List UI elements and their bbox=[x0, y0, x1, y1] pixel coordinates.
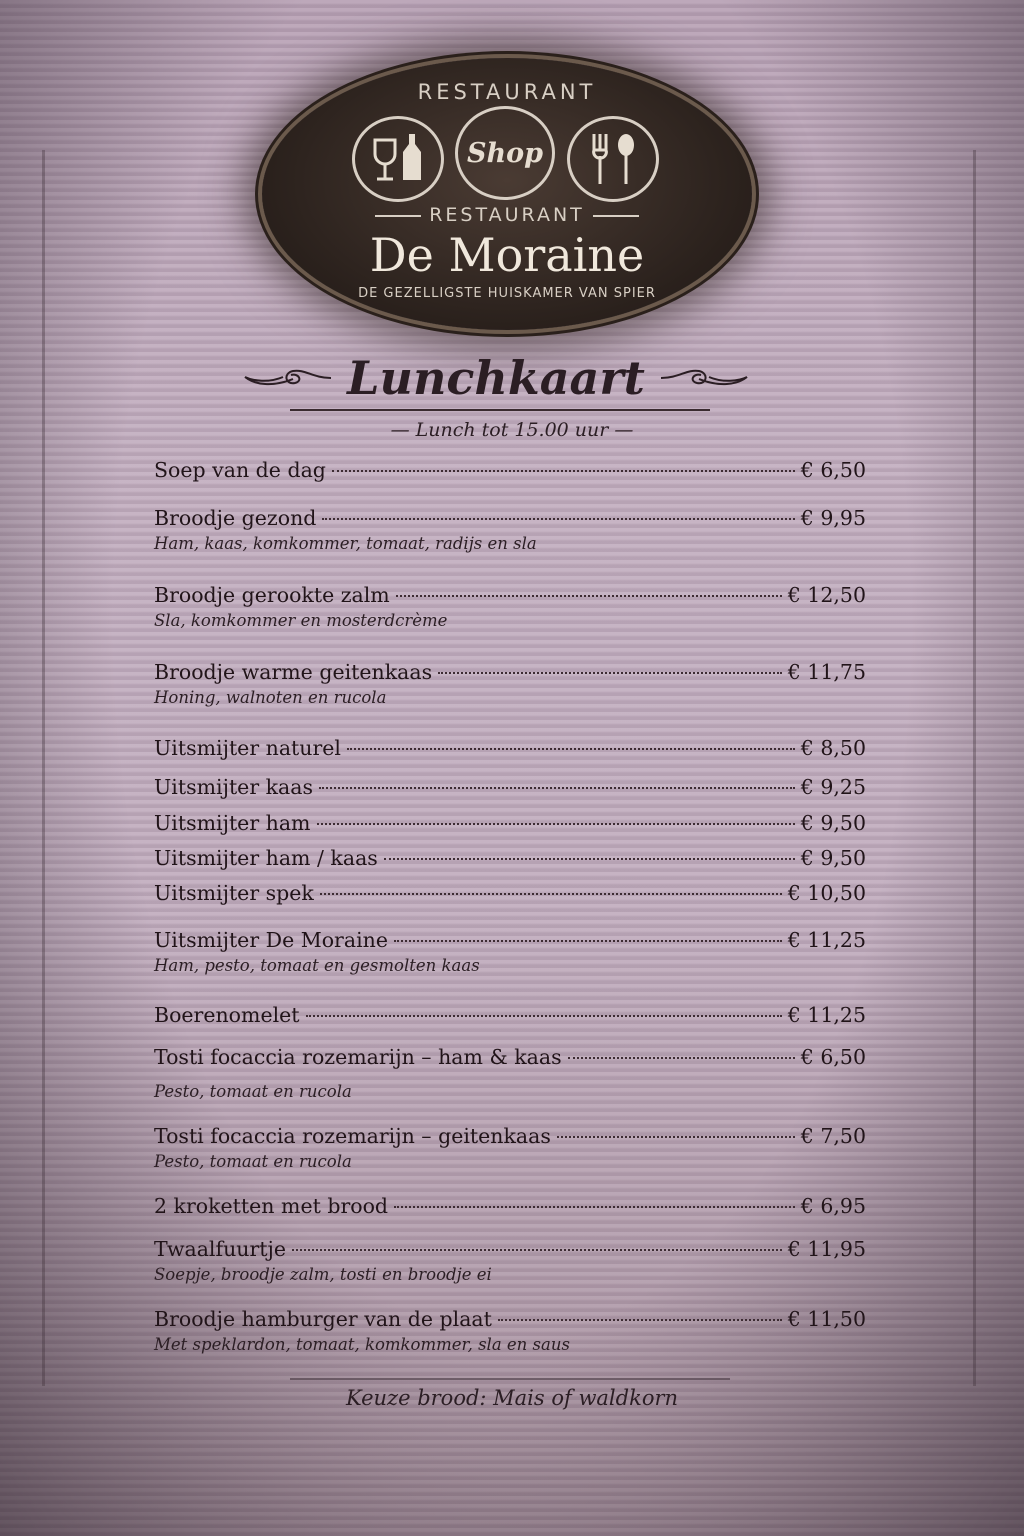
item-description: Ham, pesto, tomaat en gesmolten kaas bbox=[154, 956, 480, 975]
restaurant-logo bbox=[262, 58, 752, 330]
item-price: € 11,25 bbox=[787, 1003, 866, 1027]
flourish-left-icon bbox=[243, 365, 333, 391]
logo-tagline: DE GEZELLIGSTE HUISKAMER VAN SPIER bbox=[358, 286, 656, 301]
item-price: € 9,25 bbox=[800, 775, 866, 799]
menu-item bbox=[154, 735, 866, 761]
dot-leader bbox=[320, 893, 782, 895]
menu-item bbox=[154, 774, 866, 800]
dot-leader bbox=[394, 1206, 795, 1208]
logo-sub-text: RESTAURANT bbox=[429, 204, 585, 226]
bread-choice-note: Keuze brood: Mais of waldkorn bbox=[345, 1386, 679, 1410]
item-price: € 6,50 bbox=[800, 1045, 866, 1069]
dot-leader bbox=[384, 858, 795, 860]
item-name: Uitsmijter ham bbox=[154, 811, 311, 835]
item-price: € 9,50 bbox=[800, 811, 866, 835]
item-price: € 9,95 bbox=[800, 506, 866, 530]
dot-leader bbox=[438, 672, 782, 674]
fork-spoon-icon bbox=[567, 116, 659, 202]
menu-item bbox=[154, 1044, 866, 1102]
menu-item bbox=[154, 1193, 866, 1219]
item-price: € 9,50 bbox=[800, 846, 866, 870]
wine-glass-bottle-icon bbox=[352, 116, 444, 202]
item-description: Ham, kaas, komkommer, tomaat, radijs en sla bbox=[154, 534, 537, 553]
frame-line-left bbox=[42, 150, 45, 1386]
item-name: Soep van de dag bbox=[154, 458, 326, 482]
page-title: Lunchkaart bbox=[347, 351, 645, 405]
dot-leader bbox=[347, 748, 795, 750]
item-name: Boerenomelet bbox=[154, 1003, 300, 1027]
dot-leader bbox=[317, 823, 795, 825]
menu-item bbox=[154, 810, 866, 836]
item-description: Pesto, tomaat en rucola bbox=[154, 1082, 352, 1101]
item-name: Broodje hamburger van de plaat bbox=[154, 1307, 492, 1331]
menu-item bbox=[154, 845, 866, 871]
logo-top-text: RESTAURANT bbox=[417, 80, 597, 104]
item-price: € 12,50 bbox=[787, 583, 866, 607]
menu-item bbox=[154, 659, 866, 708]
item-price: € 11,95 bbox=[787, 1237, 866, 1261]
menu-item bbox=[154, 582, 866, 631]
item-name: Tosti focaccia rozemarijn – geitenkaas bbox=[154, 1124, 551, 1148]
logo-sub bbox=[262, 204, 752, 226]
menu-item bbox=[154, 1306, 866, 1355]
item-price: € 7,50 bbox=[800, 1124, 866, 1148]
menu-item bbox=[154, 1002, 866, 1028]
item-name: Uitsmijter ham / kaas bbox=[154, 846, 378, 870]
bottom-rule bbox=[290, 1378, 730, 1380]
menu-item bbox=[154, 457, 866, 483]
item-price: € 11,75 bbox=[787, 660, 866, 684]
item-name: Tosti focaccia rozemarijn – ham & kaas bbox=[154, 1045, 562, 1069]
page-subtitle: — Lunch tot 15.00 uur — bbox=[390, 419, 634, 441]
item-name: Broodje gerookte zalm bbox=[154, 583, 390, 607]
logo-name: De Moraine bbox=[369, 228, 645, 282]
menu-item bbox=[154, 880, 866, 906]
dot-leader bbox=[319, 787, 795, 789]
item-price: € 8,50 bbox=[800, 736, 866, 760]
dot-leader bbox=[332, 470, 795, 472]
dot-leader bbox=[568, 1057, 795, 1059]
item-name: Uitsmijter naturel bbox=[154, 736, 341, 760]
item-price: € 10,50 bbox=[787, 881, 866, 905]
menu-item bbox=[154, 505, 866, 554]
item-description: Honing, walnoten en rucola bbox=[154, 688, 387, 707]
item-name: Broodje warme geitenkaas bbox=[154, 660, 433, 684]
shop-emblem bbox=[455, 106, 555, 200]
flourish-right-icon bbox=[659, 365, 749, 391]
heading-row bbox=[240, 345, 752, 411]
item-description: Met speklardon, tomaat, komkommer, sla en saus bbox=[154, 1335, 570, 1354]
dot-leader bbox=[292, 1249, 782, 1251]
menu-item bbox=[154, 1236, 866, 1285]
item-name: Uitsmijter spek bbox=[154, 881, 314, 905]
item-price: € 6,95 bbox=[800, 1194, 866, 1218]
dot-leader bbox=[322, 518, 794, 520]
dot-leader bbox=[394, 940, 782, 942]
item-name: Broodje gezond bbox=[154, 506, 317, 530]
item-name: Twaalfuurtje bbox=[154, 1237, 287, 1261]
heading-rule bbox=[290, 409, 710, 411]
dot-leader bbox=[498, 1319, 782, 1321]
item-price: € 11,25 bbox=[787, 928, 866, 952]
item-price: € 6,50 bbox=[800, 458, 866, 482]
shop-text: Shop bbox=[466, 137, 544, 169]
frame-line-right bbox=[973, 150, 976, 1386]
item-name: Uitsmijter De Moraine bbox=[154, 928, 388, 952]
dot-leader bbox=[306, 1015, 782, 1017]
item-description: Soepje, broodje zalm, tosti en broodje ei bbox=[154, 1265, 492, 1284]
menu-item bbox=[154, 1123, 866, 1172]
dot-leader bbox=[557, 1136, 795, 1138]
menu-item bbox=[154, 927, 866, 976]
item-description: Sla, komkommer en mosterdcrème bbox=[154, 611, 448, 630]
dot-leader bbox=[396, 595, 782, 597]
item-name: Uitsmijter kaas bbox=[154, 775, 314, 799]
item-description: Pesto, tomaat en rucola bbox=[154, 1152, 352, 1171]
item-price: € 11,50 bbox=[787, 1307, 866, 1331]
item-name: 2 kroketten met brood bbox=[154, 1194, 389, 1218]
